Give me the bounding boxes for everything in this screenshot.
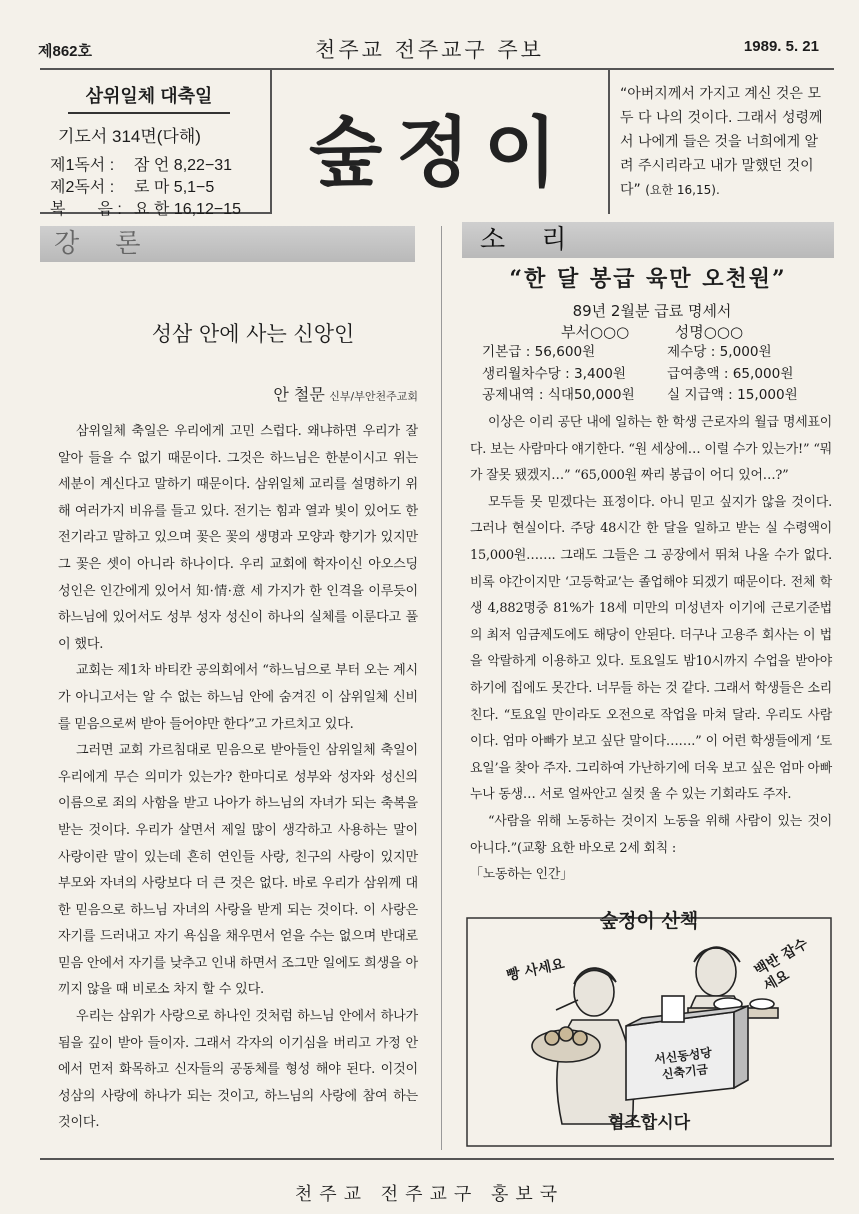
article-title: 성삼 안에 사는 신앙인 [151,322,355,346]
cartoon-caption: 협조합시다 [607,1113,691,1133]
paragraph: “사람을 위해 노동하는 것이지 노동을 위해 사람이 있는 것이 아니다.”(교황 요한 바오로 2세 회칙 : [470,813,832,856]
payslip-cell: 생리월차수당 : 3,400원 [482,365,627,382]
bubble-left: 빵 사세요 [505,956,567,985]
box-label-line: 서신동성당 [653,1045,713,1067]
payslip-row [482,364,822,386]
quote-reference: (요한 16,15). [645,183,720,197]
column-divider [441,226,442,1150]
reading-text: 잠 언 8,22−31 [134,157,233,174]
reading-label: 제1독서 : [50,157,115,174]
payslip-row [482,385,822,407]
payslip-cell: 실 지급액 : 15,000원 [667,387,798,403]
author-name: 안 철문 [273,385,325,404]
payslip-header [482,322,822,342]
byline [58,382,418,405]
voice-title: “한 달 봉급 육만 오천원” [509,266,787,292]
masthead-right-rule [608,68,610,214]
issue-number: 제862호 [38,43,93,60]
voice-body [470,410,832,889]
paragraph: 삼위일체 축일은 우리에게 고민 스럽다. 왜냐하면 우리가 잘 알아 들을 수 없기 때문이다. 그것은 하느님은 한분이시고 위는 세분이 계신다고 말하기 때문이다. 삼위일체 교리를 설명하기 위해 여러가지 비유를 들고 있다. 전기는 힘과 열과 빛이 있어도 한 전기라고 말하고 있으며 꽃은 꽃의 생명과 모양과 향기가 있지만 그 꽃은 셋이 아니라 하나이다. 우리 교회에 학자이신 아오스딩 성인은 인간에게 있어서 知·情·意 세 가지가 한 인격을 이루듯이 하느님에 있어서도 성부 성자 성신이 하나의 실체를 이룬다고 풀이 했다. [58,424,418,652]
masthead-title: 숲정이 [308,108,572,197]
feast-name: 삼위일체 대축일 [68,82,230,114]
paper-title: 천주교 전주교구 주보 [315,38,544,62]
cartoon-title: 숲정이 산책 [599,910,699,932]
footer-rule [40,1158,834,1160]
payslip-cell: 공제내역 : 식대50,000원 [482,387,635,403]
payslip-cell: 제수당 : 5,000원 [667,344,772,360]
publication-date: 1989. 5. 21 [743,38,819,55]
quote-source: 「노동하는 인간」 [470,867,573,883]
reading-label: 제2독서 : [50,179,115,196]
payslip [482,300,822,407]
quote-text: “아버지께서 가지고 계신 것은 모두 다 나의 것이다. 그래서 성령께서 나에게 들은 것을 너희에게 알려 주시리라고 내가 말했던 것이다” [620,86,823,198]
reading-text: 로 마 5,1−5 [134,179,215,196]
paragraph: 우리는 삼위가 사랑으로 하나인 것처럼 하느님 안에서 하나가 됨을 깊이 받아 들이자. 그래서 각자의 이기심을 버리고 가정 안에서 먼저 화목하고 신자들의 공동체를 형성 해야 된다. 이것이 성삼의 사랑에 하나가 되는 것이고, 하느님의 사랑에 참여 하는 것이다. [58,1009,418,1131]
homily-article [58,318,418,1137]
footer: 천주교 전주교구 홍보국 [294,1184,565,1205]
scripture-quote [620,82,830,202]
reading-first [50,155,268,177]
cartoon-panel [466,900,832,1148]
payslip-title: 89년 2월분 급료 명세서 [572,302,732,320]
voice-banner: 소 리 [462,222,834,258]
prayerbook-ref: 기도서 314면(다해) [58,127,201,146]
payslip-name: 성명○○○ [674,323,744,341]
paragraph: 그러면 교회 가르침대로 믿음으로 받아들인 삼위일체 축일이 우리에게 무슨 의미가 있는가? 한마디로 성부와 성자와 성신의 이름으로 죄의 사함을 받고 나아가 하느님의 자녀가 되는 축복을 받는 것이다. 우리가 살면서 제일 많이 생각하고 사용하는 말이 사랑이란 말이 있는데 흔히 연인들 사랑, 친구의 사랑이 있지만 부모와 자녀의 사랑보다 더 큰 것은 없다. 바로 우리가 삼위께 대한 믿음으로 하느님 자녀의 사랑을 받게 되는 것이다. 이 사랑은 자기를 드러내고 자기 욕심을 채우면서 얻을 수는 없으며 반대로 믿음 안에서 자기를 낮추고 인내 하면서 조그만 일에도 희생을 아끼지 않을 때 비로소 차지 할 수 있다. [58,743,418,998]
readings-box [40,82,268,221]
paragraph: 교회는 제1차 바티칸 공의회에서 “하느님으로 부터 오는 계시가 아니고서는 알 수 없는 하느님 안에 숨겨진 이 삼위일체 신비를 믿음으로써 받아 들어야만 한다”고 가르치고 있다. [58,663,418,732]
payslip-cell: 급여총액 : 65,000원 [667,365,794,382]
author-role: 신부/부안천주교회 [329,390,418,403]
reading-text: 요 한 16,12−15 [134,201,241,218]
payslip-cell: 기본급 : 56,600원 [482,344,596,360]
paragraph: 이상은 이리 공단 내에 일하는 한 학생 근로자의 월급 명세표이다. 보는 사람마다 얘기한다. “원 세상에… 이럴 수가 있는가!” “뭐가 잘못 됐겠지…” “65,000원 짜리 봉급이 어디 있어…?” [470,415,832,484]
article-body [58,419,418,1137]
bubble-right: 백반 잡수세요 [751,935,811,995]
reading-label: 복 음 : [50,201,122,218]
reading-gospel [50,199,268,221]
box-label-line: 신축기금 [661,1062,709,1082]
payslip-row [482,342,822,364]
payslip-dept: 부서○○○ [560,323,630,341]
reading-second [50,177,268,199]
homily-banner: 강 론 [40,226,415,262]
masthead [272,70,608,220]
paragraph: 모두들 못 믿겠다는 표정이다. 아니 믿고 싶지가 않을 것이다. 그러나 현실이다. 주당 48시간 한 달을 일하고 받는 실 수령액이 15,000원……. 그래도 그들은 그 공장에서 뛰쳐 나올 수가 없다. 비록 야간이지만 ‘고등학교’는 졸업해야 되겠기 때문이다. 전체 학생 4,882명중 81%가 18세 미만의 미성년자 이기에 근로기준법의 최저 임금제도에도 해당이 안된다. 더구나 고용주 회사는 이 법을 악랄하게 이용하고 있다. 토요일도 밤10시까지 수업을 받아야 하기에 집에도 못간다. 너무들 하는 것 같다. 그래서 학생들은 소리친다. “토요일 만이라도 오전으로 작업을 마쳐 달라. 우리도 사람이다. 엄마 아빠가 보고 싶단 말이다…….” 이 어런 학생들에게 ‘토요일’을 찾아 주자. 그리하여 가난하기에 더욱 보고 싶은 엄마 아빠 누나 동생… 서로 얼싸안고 실컷 울 수 있는 기회라도 주자. [470,494,832,803]
